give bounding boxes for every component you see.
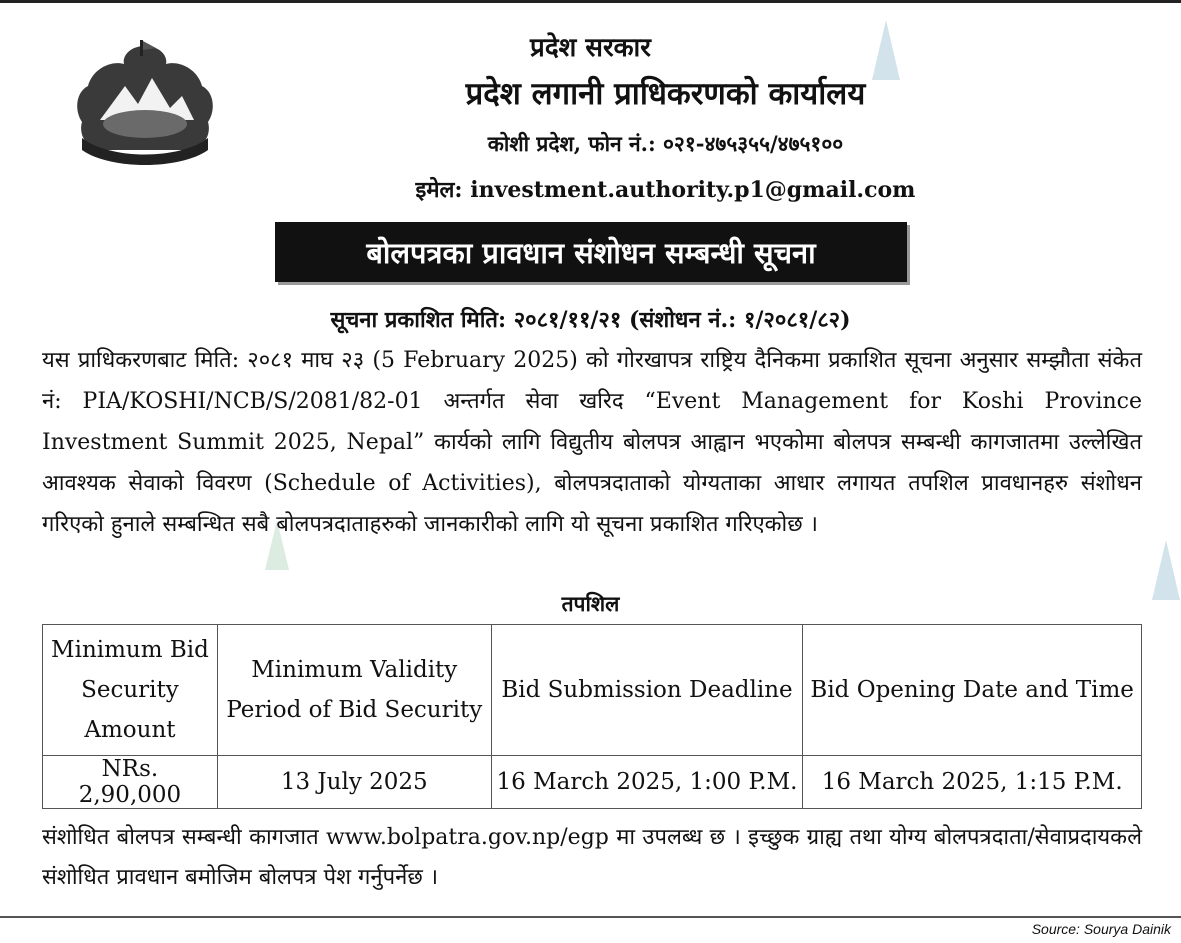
publish-date: सूचना प्रकाशित मिति: २०८१/११/२१ (संशोधन नं.: १/२०८१/८२)	[330, 307, 851, 333]
schedule-table	[42, 624, 1142, 809]
notice-title: बोलपत्रका प्रावधान संशोधन सम्बन्धी सूचना	[275, 222, 907, 282]
header-opening-date: Bid Opening Date and Time	[803, 625, 1142, 756]
header-bid-security: Minimum Bid Security Amount	[43, 625, 218, 756]
cell-submission-deadline: 16 March 2025, 1:00 P.M.	[491, 756, 803, 809]
cell-bid-security: NRs. 2,90,000	[43, 756, 218, 809]
cell-opening-date: 16 March 2025, 1:15 P.M.	[803, 756, 1142, 809]
cell-validity-period: 13 July 2025	[217, 756, 491, 809]
government-name: प्रदेश सरकार	[530, 33, 651, 63]
office-name: प्रदेश लगानी प्राधिकरणको कार्यालय	[465, 76, 866, 112]
source-credit: Source: Sourya Dainik	[1031, 921, 1171, 937]
table-header-row	[43, 625, 1142, 756]
email-line	[0, 174, 1181, 204]
email-address[interactable]: investment.authority.p1@gmail.com	[470, 177, 916, 203]
province-phone: कोशी प्रदेश, फोन नं.: ०२१-४७५३५५/४७५१००	[487, 131, 844, 156]
header-validity-period: Minimum Validity Period of Bid Security	[217, 625, 491, 756]
table-row	[43, 756, 1142, 809]
header-submission-deadline: Bid Submission Deadline	[491, 625, 803, 756]
schedule-title: तपशिल	[561, 591, 620, 616]
footer-notice: संशोधित बोलपत्र सम्बन्धी कागजात www.bolpatra.gov.np/egp मा उपलब्ध छ । इच्छुक ग्राह्य तथा योग्य बोलपत्रदाता/सेवाप्रदायकले संशोधित प्रावधान बमोजिम बोलपत्र पेश गर्नुपर्नेछ ।	[42, 825, 1142, 890]
notice-body: यस प्राधिकरणबाट मिति: २०८१ माघ २३ (5 February 2025) को गोरखापत्र राष्ट्रिय दैनिकमा प्रकाशित सूचना अनुसार सम्झौता संकेत नं: PIA/KOSHI/NCB/S/2081/82-01 अन्तर्गत सेवा खरिद “Event Management for Koshi Province Investment Summit 2025, Nepal” कार्यको लागि विद्युतीय बोलपत्र आह्वान भएकोमा बोलपत्र सम्बन्धी कागजातमा उल्लेखित आवश्यक सेवाको विवरण (Schedule of Activities), बोलपत्रदाताको योग्यताका आधार लगायत तपशिल प्रावधानहरु संशोधन गरिएको हुनाले सम्बन्धित सबै बोलपत्रदाताहरुको जानकारीको लागि यो सूचना प्रकाशित गरिएकोछ ।	[42, 348, 1142, 537]
email-label: इमेल:	[415, 177, 463, 203]
